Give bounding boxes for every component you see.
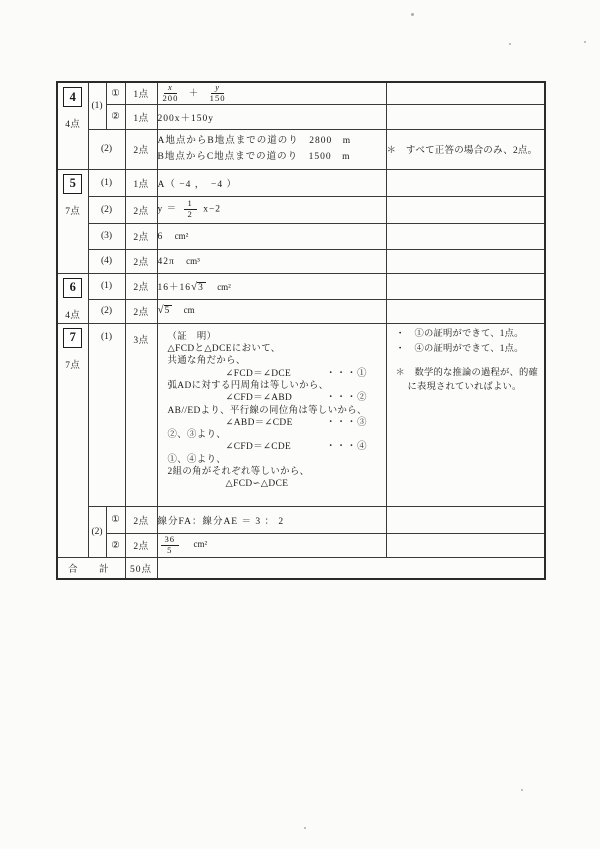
q6-2-note — [386, 299, 545, 323]
table-row — [57, 533, 545, 557]
note-bullet-2: ・ ④の証明ができて、1点。 — [395, 343, 524, 354]
answer-value: 16＋16 — [157, 282, 192, 293]
fraction — [161, 83, 181, 104]
scan-speck — [521, 789, 523, 791]
scoring-rubric-table — [56, 81, 546, 580]
question-6-total-points: 4点 — [65, 310, 81, 321]
proof-line: 弧ADに対する円周角は等しいから、 — [167, 380, 329, 391]
fraction-denominator: 200 — [162, 92, 179, 103]
proof-equation: ∠CFD＝∠CDE — [225, 442, 292, 453]
fraction-numerator: x — [164, 83, 177, 94]
scan-speck — [411, 13, 414, 16]
q5-part-3-label: (3) — [88, 223, 125, 249]
proof-line: 2組の角がそれぞれ等しいから、 — [167, 467, 310, 478]
q7-part-2-label: (2) — [88, 506, 106, 557]
question-4-total-points: 4点 — [65, 120, 81, 130]
q7-2-2-points: 2点 — [125, 533, 157, 557]
q6-1-answer — [157, 273, 386, 299]
plus-operator: ＋ — [188, 88, 200, 99]
proof-line: △FCDと△DCEにおいて、 — [167, 344, 281, 355]
q5-2-note — [386, 196, 545, 223]
q4-2-answer — [157, 129, 386, 169]
fraction-denominator: 2 — [187, 209, 193, 220]
proof-ref-1: ・・・① — [325, 368, 368, 379]
scan-speck — [509, 43, 511, 45]
total-points: 50点 — [125, 557, 157, 579]
q5-3-points: 2点 — [125, 223, 157, 249]
answer-value: 6 — [157, 231, 164, 242]
q4-2-points: 2点 — [125, 129, 157, 169]
q7-part-1-label: (1) — [88, 323, 125, 506]
question-7-cell — [57, 323, 88, 557]
square-root — [158, 305, 173, 317]
fraction — [208, 83, 228, 104]
q4-2-answer-line-2: B地点からC地点までの道のり 1500 m — [157, 152, 351, 163]
q7-2-2-answer — [157, 533, 386, 557]
q5-part-1-label: (1) — [88, 169, 125, 196]
q6-1-points: 2点 — [125, 273, 157, 299]
table-row — [57, 196, 545, 223]
table-row — [57, 323, 545, 506]
q5-4-points: 2点 — [125, 249, 157, 273]
q5-3-note — [386, 223, 545, 249]
q5-4-note — [386, 249, 545, 273]
q5-2-points: 2点 — [125, 196, 157, 223]
proof-equation: ∠ABD＝∠CDE — [225, 417, 293, 428]
scan-speck — [584, 41, 586, 43]
equation-lhs: y ＝ — [157, 204, 178, 215]
q5-1-answer: A（ −4 ， −4 ） — [157, 169, 386, 196]
question-4-number: 4 — [63, 87, 82, 107]
q4-sub-2-label: ② — [106, 104, 125, 129]
q7-1-note — [386, 323, 545, 506]
q6-1-note — [386, 273, 545, 299]
fraction-denominator: 5 — [167, 544, 173, 555]
q7-sub-1-label: ① — [106, 506, 125, 533]
table-row — [57, 557, 545, 579]
q4-1-2-points: 1点 — [125, 104, 157, 129]
square-root — [191, 282, 206, 294]
q6-part-2-label: (2) — [88, 299, 125, 323]
answer-unit: cm — [183, 305, 195, 316]
question-5-cell — [57, 169, 88, 273]
table-row — [57, 506, 545, 533]
fraction-denominator: 150 — [209, 92, 226, 103]
q5-1-note — [386, 169, 545, 196]
q5-part-2-label: (2) — [88, 196, 125, 223]
table-row — [57, 104, 545, 129]
total-label: 合 計 — [57, 557, 125, 579]
proof-ref-2: ・・・② — [325, 393, 368, 404]
radical-sign: √ — [157, 304, 164, 317]
q4-2-note: ＊ すべて正答の場合のみ、2点。 — [386, 129, 545, 169]
proof-equation: ∠CFD＝∠ABD — [225, 393, 293, 404]
radicand: 5 — [164, 305, 173, 317]
question-5-total-points: 7点 — [65, 206, 81, 217]
table-row — [57, 299, 545, 323]
q4-1-1-points: 1点 — [125, 82, 157, 104]
q7-1-points: 3点 — [125, 323, 157, 506]
q7-sub-2-label: ② — [106, 533, 125, 557]
fraction — [184, 199, 197, 220]
radical-sign: √ — [191, 280, 198, 293]
question-6-cell — [57, 273, 88, 323]
proof-conclusion: △FCD∽△DCE — [225, 479, 289, 490]
question-7-number: 7 — [63, 328, 82, 348]
q7-2-1-points: 2点 — [125, 506, 157, 533]
q5-3-answer — [157, 223, 386, 249]
table-row — [57, 129, 545, 169]
q5-1-points: 1点 — [125, 169, 157, 196]
q7-2-1-note — [386, 506, 545, 533]
proof-line: ②、③より、 — [167, 430, 227, 441]
q6-part-1-label: (1) — [88, 273, 125, 299]
q4-1-1-answer — [157, 82, 386, 104]
table-row — [57, 273, 545, 299]
q7-1-proof — [157, 323, 386, 506]
scan-speck — [304, 827, 306, 829]
fraction — [161, 535, 180, 556]
q4-sub-1-label: ① — [106, 82, 125, 104]
proof-line: （証 明） — [167, 331, 217, 342]
answer-unit: cm² — [217, 281, 231, 292]
q4-part-1-label: (1) — [88, 82, 106, 129]
total-empty-cell — [157, 557, 545, 579]
note-star: ＊ 数学的な推論の過程が、的確に表現されていればよい。 — [395, 367, 538, 392]
q5-part-4-label: (4) — [88, 249, 125, 273]
proof-ref-3: ・・・③ — [325, 417, 368, 428]
fraction-numerator: y — [211, 83, 224, 94]
q4-2-answer-line-1: A地点からB地点までの道のり 2800 m — [157, 136, 352, 147]
answer-unit: cm² — [174, 230, 189, 241]
q7-2-1-answer: 線分FA：線分AE ＝ 3 ： 2 — [157, 506, 386, 533]
question-6-number: 6 — [63, 278, 82, 298]
proof-line: 共通な角だから、 — [167, 356, 246, 367]
proof-line: ①、④より、 — [167, 454, 227, 465]
proof-line: AB//EDより、平行線の同位角は等しいから、 — [167, 405, 367, 416]
table-row — [57, 169, 545, 196]
q6-2-answer — [157, 299, 386, 323]
question-5-number: 5 — [63, 174, 82, 194]
q7-2-2-note — [386, 533, 545, 557]
proof-ref-4: ・・・④ — [325, 442, 368, 453]
fraction-numerator: 36 — [161, 535, 180, 546]
q5-4-answer — [157, 249, 386, 273]
q4-1-1-note — [386, 82, 545, 104]
q6-2-points: 2点 — [125, 299, 157, 323]
table-row — [57, 249, 545, 273]
proof-equation: ∠FCD＝∠DCE — [225, 368, 292, 379]
table-row — [57, 82, 545, 104]
answer-unit: cm² — [193, 539, 208, 550]
q4-1-2-answer: 200x＋150y — [157, 104, 386, 129]
question-7-total-points: 7点 — [65, 360, 81, 371]
answer-value: 42π — [157, 256, 175, 267]
table-row — [57, 223, 545, 249]
radicand: 3 — [197, 282, 206, 294]
equation-rhs: x−2 — [203, 204, 222, 215]
q5-2-answer — [157, 196, 386, 223]
answer-unit: cm³ — [186, 255, 200, 266]
q4-part-2-label: (2) — [88, 129, 125, 169]
question-4-cell — [57, 82, 88, 169]
fraction-numerator: 1 — [184, 199, 197, 210]
note-bullet-1: ・ ①の証明ができて、1点。 — [395, 328, 524, 339]
q4-1-2-note — [386, 104, 545, 129]
